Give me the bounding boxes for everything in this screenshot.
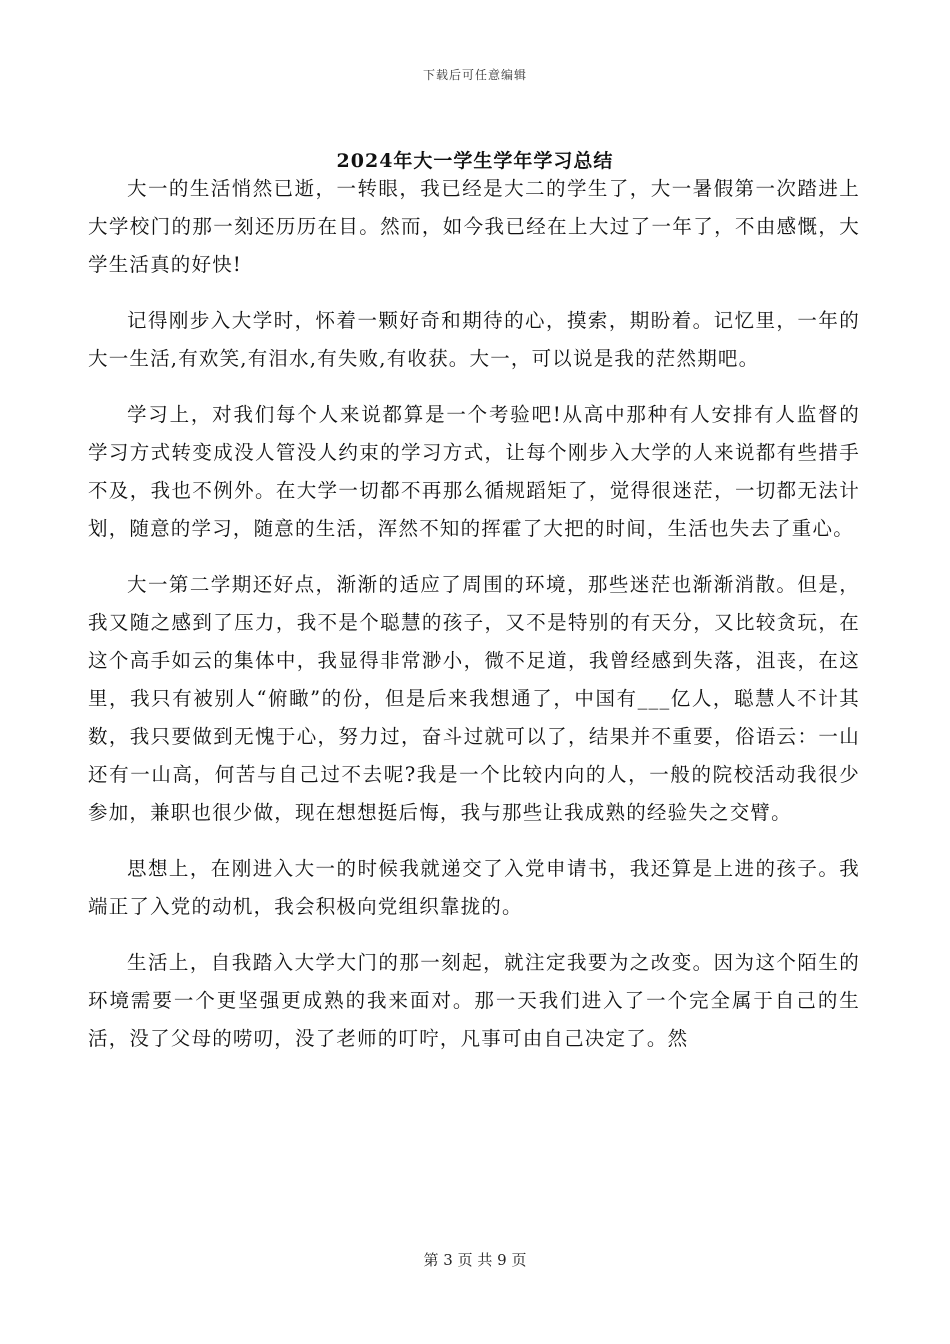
paragraph-3: 学习上，对我们每个人来说都算是一个考验吧!从高中那种有人安排有人监督的学习方式转变成没人管没人约束的学习方式，让每个刚步入大学的人来说都有些措手不及，我也不例外。在大学一切都不再那么循规蹈矩了，觉得很迷茫，一切都无法计划，随意的学习，随意的生活，浑然不知的挥霍了大把的时间，生活也失去了重心。 (88, 403, 860, 540)
paragraph-2: 记得刚步入大学时，怀着一颗好奇和期待的心，摸索，期盼着。记忆里，一年的大一生活,有欢笑,有泪水,有失败,有收获。大一，可以说是我的茫然期吧。 (88, 309, 860, 370)
page-number: 第 3 页 共 9 页 (423, 1251, 527, 1269)
paragraph-6: 生活上，自我踏入大学大门的那一刻起，就注定我要为之改变。因为这个陌生的环境需要一个更坚强更成熟的我来面对。那一天我们进入了一个完全属于自己的生活，没了父母的唠叨，没了老师的叮咛，凡事可由自己决定了。然 (88, 951, 860, 1050)
document-title: 2024年大一学生学年学习总结 (336, 150, 614, 172)
header-note: 下载后可任意编辑 (422, 68, 527, 82)
document-body (88, 168, 860, 1076)
paragraph-1: 大一的生活悄然已逝，一转眼，我已经是大二的学生了，大一暑假第一次踏进上大学校门的那一刻还历历在目。然而，如今我已经在上大过了一年了，不由感慨，大学生活真的好快! (88, 177, 860, 276)
paragraph-4: 大一第二学期还好点，渐渐的适应了周围的环境，那些迷茫也渐渐消散。但是，我又随之感到了压力，我不是个聪慧的孩子，又不是特别的有天分，又比较贪玩，在这个高手如云的集体中，我显得非常渺小，微不足道，我曾经感到失落，沮丧，在这里，我只有被别人“俯瞰”的份，但是后来我想通了，中国有___亿人，聪慧人不计其数，我只要做到无愧于心，努力过，奋斗过就可以了，结果并不重要，俗语云：一山还有一山高，何苦与自己过不去呢?我是一个比较内向的人，一般的院校活动我很少参加，兼职也很少做，现在想想挺后悔，我与那些让我成熟的经验失之交臂。 (88, 573, 860, 824)
paragraph-5: 思想上，在刚进入大一的时候我就递交了入党申请书，我还算是上进的孩子。我端正了入党的动机，我会积极向党组织靠拢的。 (88, 857, 860, 918)
